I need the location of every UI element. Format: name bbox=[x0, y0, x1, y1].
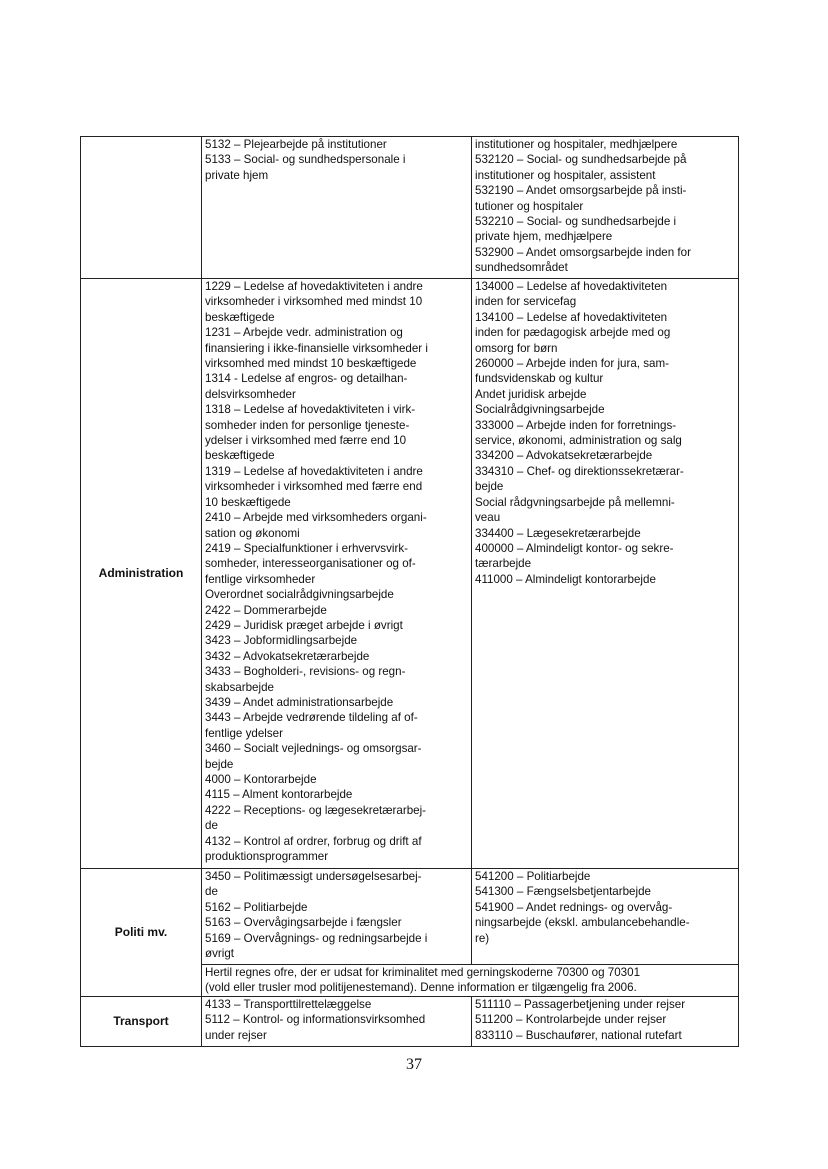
old-codes-cell bbox=[202, 279, 472, 869]
table-row-transport bbox=[81, 996, 739, 1046]
category-cell: Administration bbox=[81, 279, 202, 869]
text-line: de bbox=[205, 819, 218, 833]
text-line: 334200 – Advokatsekretærarbejde bbox=[475, 449, 653, 463]
text-line: produktionsprogrammer bbox=[205, 850, 329, 864]
text-line: skabsarbejde bbox=[205, 680, 274, 694]
text-line: 3433 – Bogholderi-, revisions- og regn- bbox=[205, 665, 406, 679]
text-line: 5132 – Plejearbejde på institutioner bbox=[205, 138, 387, 151]
text-line: ningsarbejde (ekskl. ambulancebehandle- bbox=[475, 916, 690, 930]
text-line: 3450 – Politimæssigt undersøgelsesarbej- bbox=[205, 870, 422, 883]
text-line: 532190 – Andet omsorgsarbejde på insti- bbox=[475, 184, 687, 198]
new-codes-cell bbox=[472, 137, 739, 279]
text-line: 260000 – Arbejde inden for jura, sam- bbox=[475, 357, 669, 371]
text-line: virksomhed med mindst 10 beskæftigede bbox=[205, 357, 417, 371]
text-line: 4000 – Kontorarbejde bbox=[205, 773, 317, 786]
text-line: 5162 – Politiarbejde bbox=[205, 900, 308, 914]
text-line: 3460 – Socialt vejlednings- og omsorgsar- bbox=[205, 742, 422, 756]
text-line: delsvirksomheder bbox=[205, 387, 296, 401]
text-line: ydelser i virksomhed med færre end 10 bbox=[205, 434, 407, 448]
text-line: sundhedsområdet bbox=[475, 261, 568, 275]
text-line: 4115 – Alment kontorarbejde bbox=[205, 788, 353, 802]
text-line: tærarbejde bbox=[475, 557, 532, 571]
text-line: 541900 – Andet rednings- og overvåg- bbox=[475, 900, 673, 914]
text-line: 334400 – Lægesekretærarbejde bbox=[475, 526, 641, 540]
text-line: øvrigt bbox=[205, 947, 234, 961]
text-line: tutioner og hospitaler bbox=[475, 199, 584, 213]
text-line: 3443 – Arbejde vedrørende tildeling af of- bbox=[205, 711, 418, 725]
text-line: inden for servicefag bbox=[475, 295, 577, 309]
text-line: Socialrådgivningsarbejde bbox=[475, 403, 605, 417]
page-number: 37 bbox=[406, 1056, 422, 1073]
text-line: inden for pædagogisk arbejde med og bbox=[475, 326, 671, 340]
text-line: private hjem bbox=[205, 168, 269, 182]
text-line: service, økonomi, administration og salg bbox=[475, 434, 682, 448]
text-line: beskæftigede bbox=[205, 310, 275, 324]
note-cell bbox=[202, 965, 739, 997]
text-line: de bbox=[205, 885, 218, 899]
text-line: veau bbox=[475, 511, 501, 525]
text-line: fentlige ydelser bbox=[205, 726, 283, 740]
text-line: 2419 – Specialfunktioner i erhvervsvirk- bbox=[205, 541, 408, 555]
table-row-administration bbox=[81, 279, 739, 869]
text-line: 2429 – Juridisk præget arbejde i øvrigt bbox=[205, 618, 403, 632]
text-line: 532900 – Andet omsorgsarbejde inden for bbox=[475, 245, 691, 259]
old-codes-cell bbox=[202, 869, 472, 965]
text-line: private hjem, medhjælpere bbox=[475, 230, 613, 244]
text-line: 400000 – Almindeligt kontor- og sekre- bbox=[475, 541, 674, 555]
text-line: 10 beskæftigede bbox=[205, 495, 291, 509]
table-row-health bbox=[81, 137, 739, 279]
text-line: Social rådgvningsarbejde på mellemni- bbox=[475, 495, 675, 509]
table-row-politi bbox=[81, 869, 739, 965]
text-line: re) bbox=[475, 931, 490, 945]
text-line: 5112 – Kontrol- og informationsvirksomhed bbox=[205, 1013, 426, 1027]
text-line: 541200 – Politiarbejde bbox=[475, 870, 591, 883]
text-line: Andet juridisk arbejde bbox=[475, 387, 587, 401]
text-line: finansiering i ikke-finansielle virksomheder i bbox=[205, 341, 428, 355]
text-line: 1318 – Ledelse af hovedaktiviteten i virk- bbox=[205, 403, 416, 417]
text-line: 3423 – Jobformidlingsarbejde bbox=[205, 634, 358, 648]
category-cell bbox=[81, 137, 202, 279]
new-codes-cell bbox=[472, 869, 739, 965]
category-cell: Transport bbox=[81, 996, 202, 1046]
text-line: 833110 – Buschaufører, national rutefart bbox=[475, 1028, 682, 1042]
text-line: 511200 – Kontrolarbejde under rejser bbox=[475, 1013, 667, 1027]
new-codes-cell bbox=[472, 279, 739, 869]
text-line: 3439 – Andet administrationsarbejde bbox=[205, 695, 394, 709]
text-line: 2410 – Arbejde med virksomheders organi- bbox=[205, 511, 427, 525]
text-line: 541300 – Fængselsbetjentarbejde bbox=[475, 885, 651, 899]
text-line: 5133 – Social- og sundhedspersonale i bbox=[205, 153, 406, 167]
text-line: under rejser bbox=[205, 1028, 267, 1042]
text-line: 333000 – Arbejde inden for forretnings- bbox=[475, 418, 677, 432]
text-line: 334310 – Chef- og direktionssekretærar- bbox=[475, 464, 684, 478]
text-line: institutioner og hospitaler, assistent bbox=[475, 168, 656, 182]
text-line: virksomheder i virksomhed med mindst 10 bbox=[205, 295, 423, 309]
new-codes-cell bbox=[472, 996, 739, 1046]
text-line: somheder, interesseorganisationer og of- bbox=[205, 557, 416, 571]
text-line: 5169 – Overvågnings- og redningsarbejde i bbox=[205, 931, 428, 945]
text-line: 134100 – Ledelse af hovedaktiviteten bbox=[475, 310, 668, 324]
occupation-table bbox=[80, 136, 739, 1047]
text-line: 5163 – Overvågingsarbejde i fængsler bbox=[205, 916, 402, 930]
text-line: virksomheder i virksomhed med færre end bbox=[205, 480, 423, 494]
text-line: 4222 – Receptions- og lægesekretærarbej- bbox=[205, 803, 427, 817]
text-line: 134000 – Ledelse af hovedaktiviteten bbox=[475, 280, 668, 293]
text-line: Hertil regnes ofre, der er udsat for kriminalitet med gerningskoderne 70300 og 70301 bbox=[205, 966, 641, 979]
text-line: bejde bbox=[205, 757, 234, 771]
text-line: 4133 – Transporttilrettelæggelse bbox=[205, 997, 372, 1011]
text-line: Overordnet socialrådgivningsarbejde bbox=[205, 588, 394, 602]
text-line: 1314 - Ledelse af engros- og detailhan- bbox=[205, 372, 408, 386]
text-line: fentlige virksomheder bbox=[205, 572, 316, 586]
text-line: somheder inden for personlige tjeneste- bbox=[205, 418, 410, 432]
text-line: institutioner og hospitaler, medhjælpere bbox=[475, 138, 678, 151]
text-line: 511110 – Passagerbetjening under rejser bbox=[475, 997, 686, 1011]
text-line: fundsvidenskab og kultur bbox=[475, 372, 604, 386]
text-line: 1229 – Ledelse af hovedaktiviteten i andre bbox=[205, 280, 423, 293]
text-line: 2422 – Dommerarbejde bbox=[205, 603, 327, 617]
text-line: 532210 – Social- og sundhedsarbejde i bbox=[475, 215, 677, 229]
text-line: sation og økonomi bbox=[205, 526, 300, 540]
text-line: bejde bbox=[475, 480, 504, 494]
text-line: omsorg for børn bbox=[475, 341, 558, 355]
text-line: 532120 – Social- og sundhedsarbejde på bbox=[475, 153, 687, 167]
old-codes-cell bbox=[202, 996, 472, 1046]
text-line: (vold eller trusler mod politijenestemand). Denne information er tilgængelig fra 2006. bbox=[205, 981, 637, 995]
text-line: 3432 – Advokatsekretærarbejde bbox=[205, 649, 370, 663]
category-cell: Politi mv. bbox=[81, 869, 202, 997]
text-line: 411000 – Almindeligt kontorarbejde bbox=[475, 572, 656, 586]
old-codes-cell bbox=[202, 137, 472, 279]
text-line: 1231 – Arbejde vedr. administration og bbox=[205, 326, 403, 340]
text-line: beskæftigede bbox=[205, 449, 275, 463]
text-line: 1319 – Ledelse af hovedaktiviteten i andre bbox=[205, 464, 423, 478]
text-line: 4132 – Kontrol af ordrer, forbrug og drift af bbox=[205, 834, 422, 848]
